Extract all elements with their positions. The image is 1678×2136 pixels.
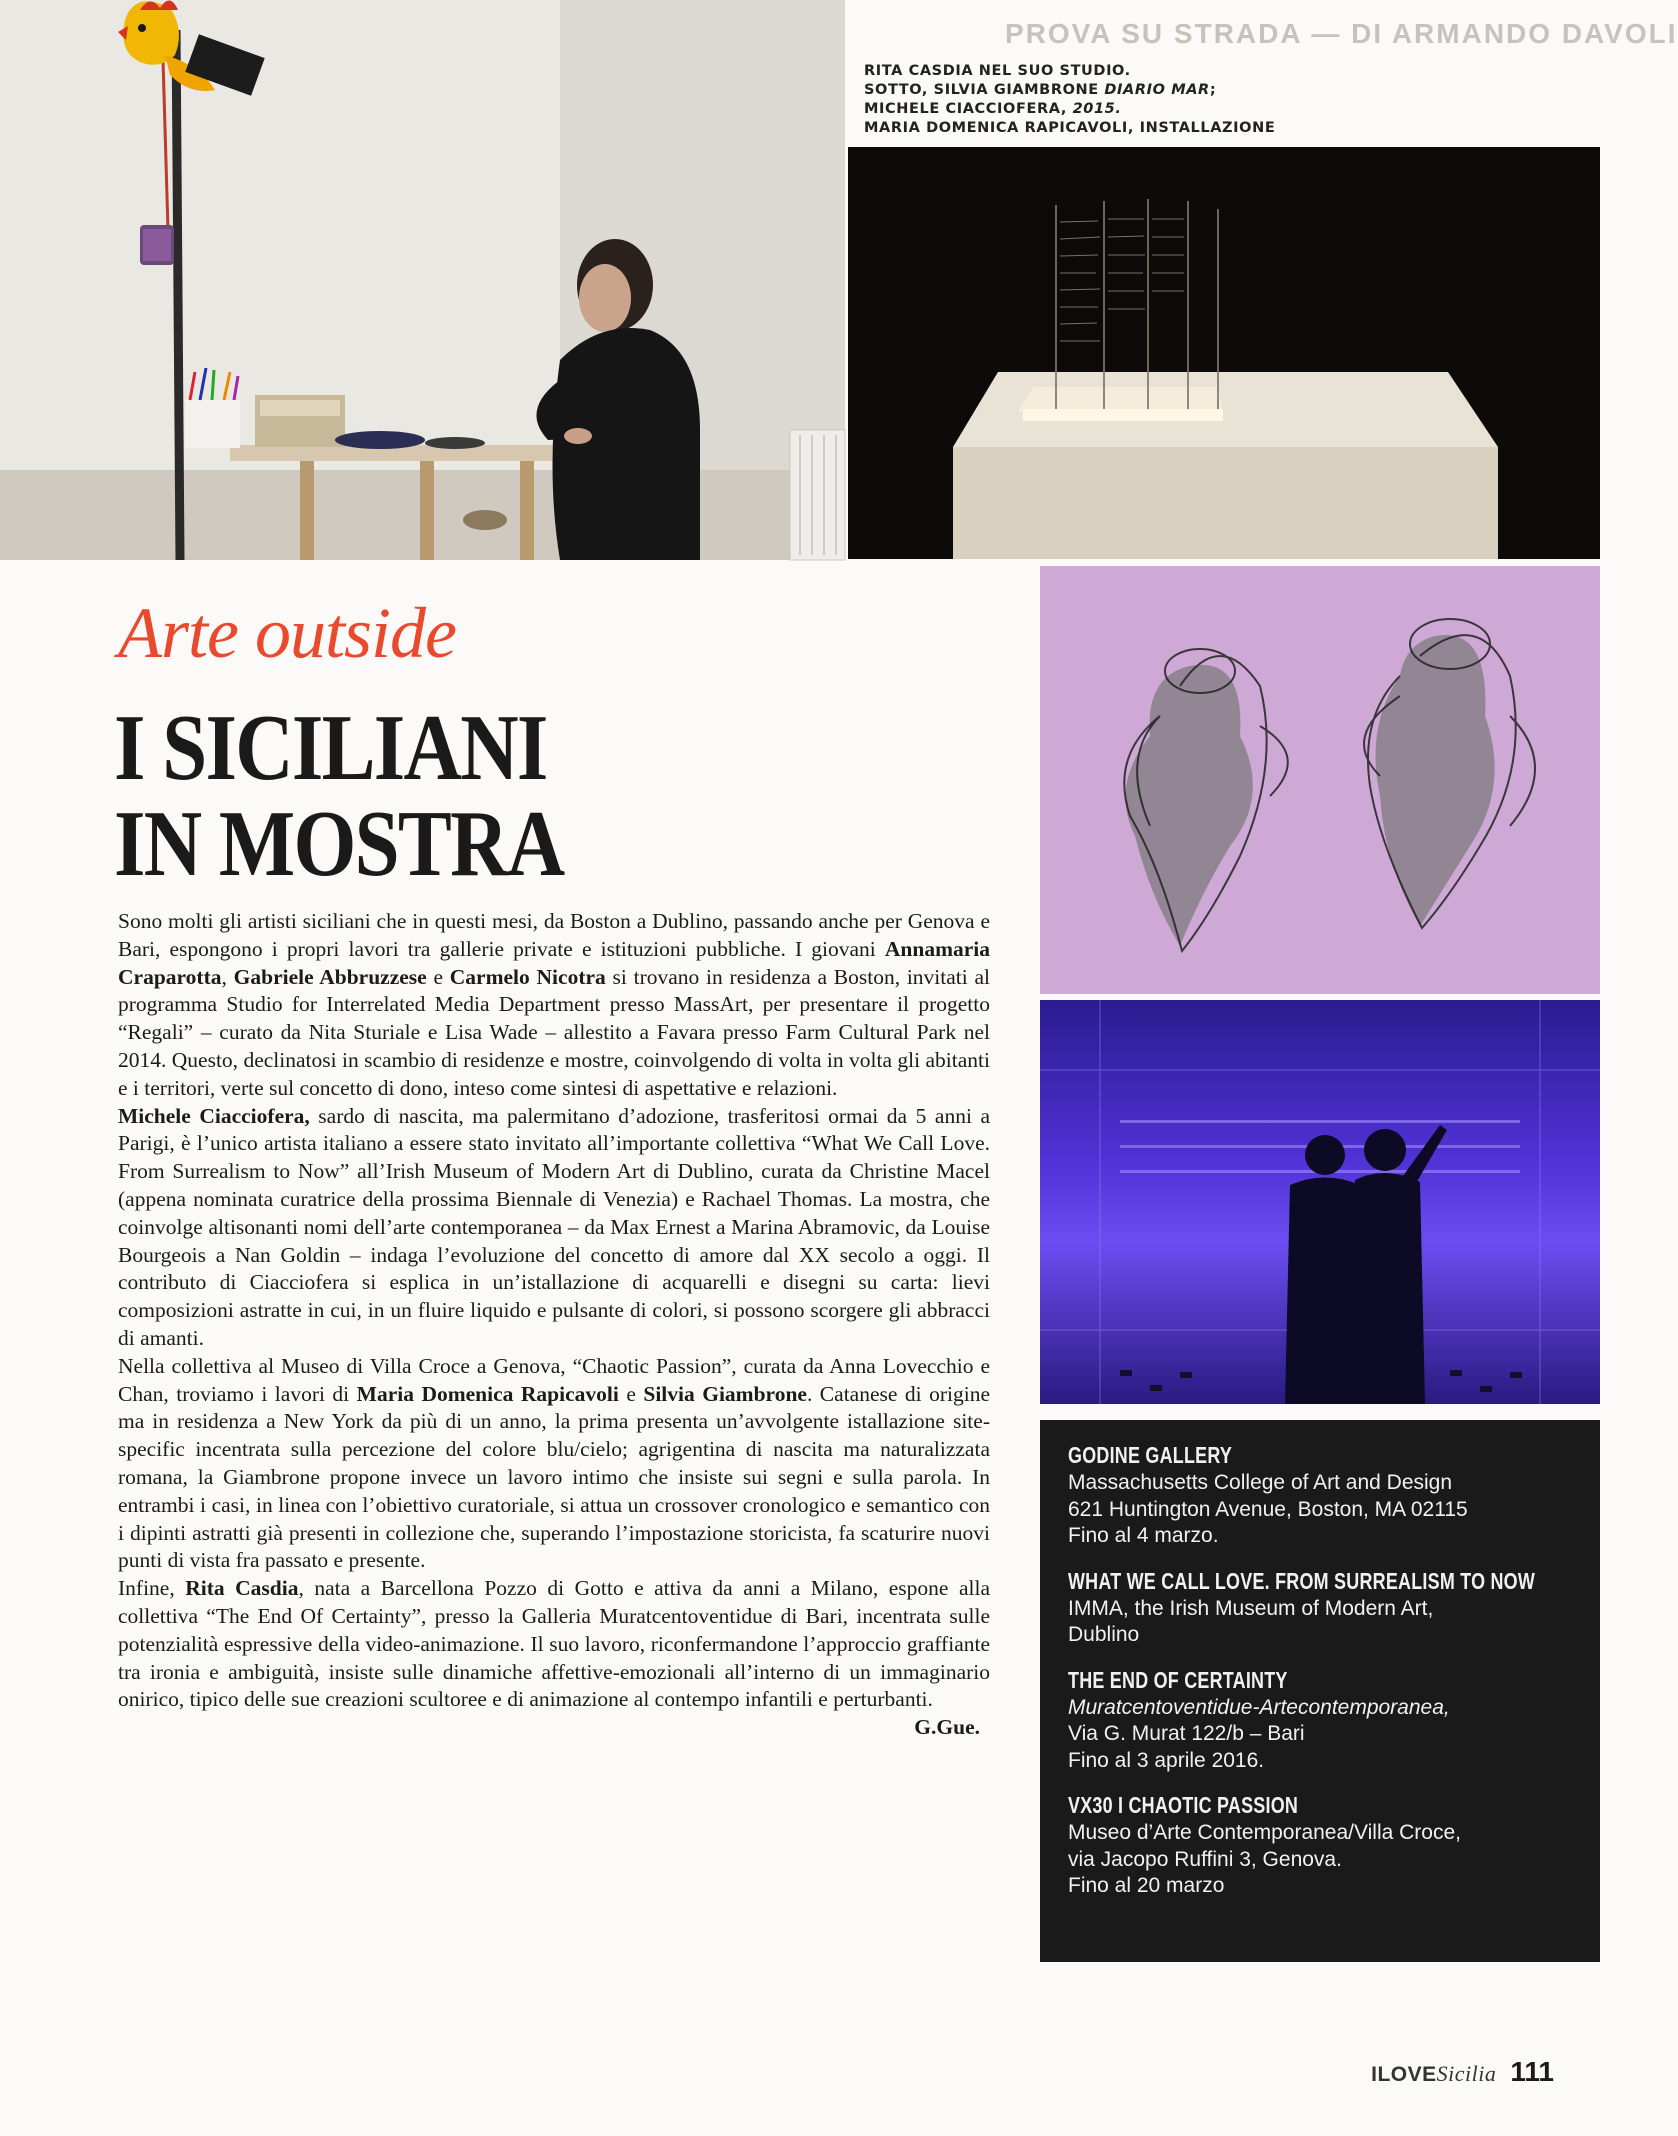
- drawing-photo: [1040, 566, 1600, 994]
- caption-line-1: RITA CASDIA NEL SUO STUDIO.: [864, 63, 1131, 79]
- listing-line: IMMA, the Irish Museum of Modern Art,: [1068, 1596, 1434, 1620]
- listing-title: THE END OF CERTAINTY: [1068, 1666, 1288, 1693]
- article-paragraph-1: Sono molti gli artisti siciliani che in questi mesi, da Boston a Dublino, passando anche per Genova e Bari, espongono i propri lavori tra gallerie private e istituzioni pubbliche. I giovani Annamaria Craparotta, Gabriele Abbruzzese e Carmelo Nicotra si trovano in residenza a Boston, invitati al programma Studio for Interrelated Media Department presso MassArt, per presentare il progetto “Regali” – curato da Nita Sturiale e Lisa Wade – allestito a Favara presso Farm Cultural Park nel 2014. Questo, declinatosi in scambio di residenze e mostre, coinvolgendo di volta in volta gli abitanti e i territori, verte sul concetto di dono, inteso come sintesi di aspettative e relazioni.: [118, 909, 991, 1100]
- listing-chaotic-passion: [1068, 1790, 1600, 1900]
- studio-scene: [0, 0, 845, 560]
- blue-room-photo: [1040, 1000, 1600, 1404]
- main-headline: [114, 696, 564, 896]
- blue-room-scene: [1040, 1000, 1600, 1404]
- drawing-artwork: [1040, 566, 1600, 994]
- listing-line: 621 Huntington Avenue, Boston, MA 02115: [1068, 1497, 1468, 1521]
- author-signature: G.Gue.: [914, 1715, 980, 1740]
- article-body: [118, 908, 990, 1742]
- listing-what-we-call-love: [1068, 1566, 1600, 1649]
- headline-line-1: I SICILIANI: [114, 696, 547, 800]
- photo-caption: [864, 62, 1275, 138]
- article-paragraph-3: Nella collettiva al Museo di Villa Croce a Genova, “Chaotic Passion”, curata da Anna Lovecchio e Chan, troviamo i lavori di Maria Domenica Rapicavoli e Silvia Giambrone. Catanese di origine ma in residenza a New York da più di un anno, la prima presenta un’avvolgente istallazione site-specific incentrata sulla percezione del colore blu/cielo; agrigentina di nascita ma naturalizzata romana, la Giambrone propone invece un lavoro intimo che insiste sui segni e sulla parola. In entrambi i casi, in linea con l’obiettivo curatoriale, si attua un crossover cronologico e semantico con i dipinti astratti già presenti in collezione che, superando l’impostazione storicista, fa scaturire nuovi punti di vista fra passato e presente.: [118, 1353, 991, 1573]
- article-paragraph-2: Michele Ciacciofera, sardo di nascita, ma palermitano d’adozione, trasferitosi ormai da 5 anni a Parigi, è l’unico artista italiano a essere stato invitato all’importante collettiva “What We Call Love. From Surrealism to Now” all’Irish Museum of Modern Art di Dublino, curata da Christine Macel (appena nominata curatrice della prossima Biennale di Venezia) e Rachael Thomas. La mostra, che coinvolge altisonanti nomi dell’arte contemporanea – da Max Ernest a Marina Abramovic, da Louise Bourgeois a Nan Goldin – indaga l’evoluzione del concetto di amore dal XX secolo a oggi. Il contributo di Ciacciofera si esplica in un’istallazione di acquarelli e disegni su carta: lievi composizioni astratte in cui, in un fluire liquido e pulsante di colori, si possono scorgere gli abbracci di amanti.: [118, 1103, 990, 1350]
- page-footer: [1371, 2056, 1554, 2088]
- article-paragraph-4: Infine, Rita Casdia, nata a Barcellona Pozzo di Gotto e attiva da anni a Milano, espone alla collettiva “The End Of Certainty”, presso la Galleria Muratcentoventidue di Bari, incentrata sulle potenzialità espressive della video-animazione. Il suo lavoro, riconfermandone l’approccio graffiante tra ironia e ambiguità, insiste sulle dinamiche affettive-emozionali all’interno di un immaginario onirico, tipico delle sue creazioni scultoree e di animazione al contempo infantili e perturbanti. G.Gue.: [118, 1575, 990, 1714]
- listing-end-of-certainty: [1068, 1665, 1600, 1775]
- background-headline: PROVA SU STRADA — DI ARMANDO DAVOLI: [1005, 18, 1678, 49]
- magazine-brand: ILOVESicilia: [1371, 2061, 1497, 2086]
- caption-line-3: MICHELE CIACCIOFERA, 2015.: [864, 101, 1122, 117]
- installation-photo: [848, 147, 1600, 559]
- listing-line: Fino al 3 aprile 2016.: [1068, 1748, 1265, 1772]
- listing-title: WHAT WE CALL LOVE. FROM SURREALISM TO NOW: [1068, 1567, 1536, 1594]
- listing-godine-gallery: [1068, 1440, 1600, 1550]
- caption-line-4: MARIA DOMENICA RAPICAVOLI, INSTALLAZIONE: [864, 120, 1276, 136]
- page-number: 111: [1510, 2056, 1554, 2087]
- listing-title: VX30 I CHAOTIC PASSION: [1068, 1792, 1299, 1818]
- studio-photo: [0, 0, 845, 560]
- listing-line: via Jacopo Ruffini 3, Genova.: [1068, 1847, 1342, 1871]
- listing-line: Museo d’Arte Contemporanea/Villa Croce,: [1068, 1821, 1461, 1844]
- listing-line: Massachusetts College of Art and Design: [1068, 1471, 1453, 1494]
- installation-scene: [848, 147, 1600, 559]
- kicker-title: Arte outside: [118, 593, 456, 673]
- listing-line: Via G. Murat 122/b – Bari: [1068, 1722, 1305, 1745]
- listing-line: Muratcentoventidue-Artecontemporanea,: [1068, 1695, 1450, 1719]
- listing-line: Fino al 20 marzo: [1068, 1874, 1225, 1897]
- headline-line-2: IN MOSTRA: [114, 792, 564, 896]
- listing-title: GODINE GALLERY: [1068, 1442, 1233, 1468]
- caption-line-2: SOTTO, SILVIA GIAMBRONE DIARIO MAR;: [864, 82, 1217, 98]
- listing-line: Fino al 4 marzo.: [1068, 1524, 1219, 1547]
- event-listings: [1040, 1420, 1600, 1962]
- listing-line: Dublino: [1068, 1623, 1140, 1646]
